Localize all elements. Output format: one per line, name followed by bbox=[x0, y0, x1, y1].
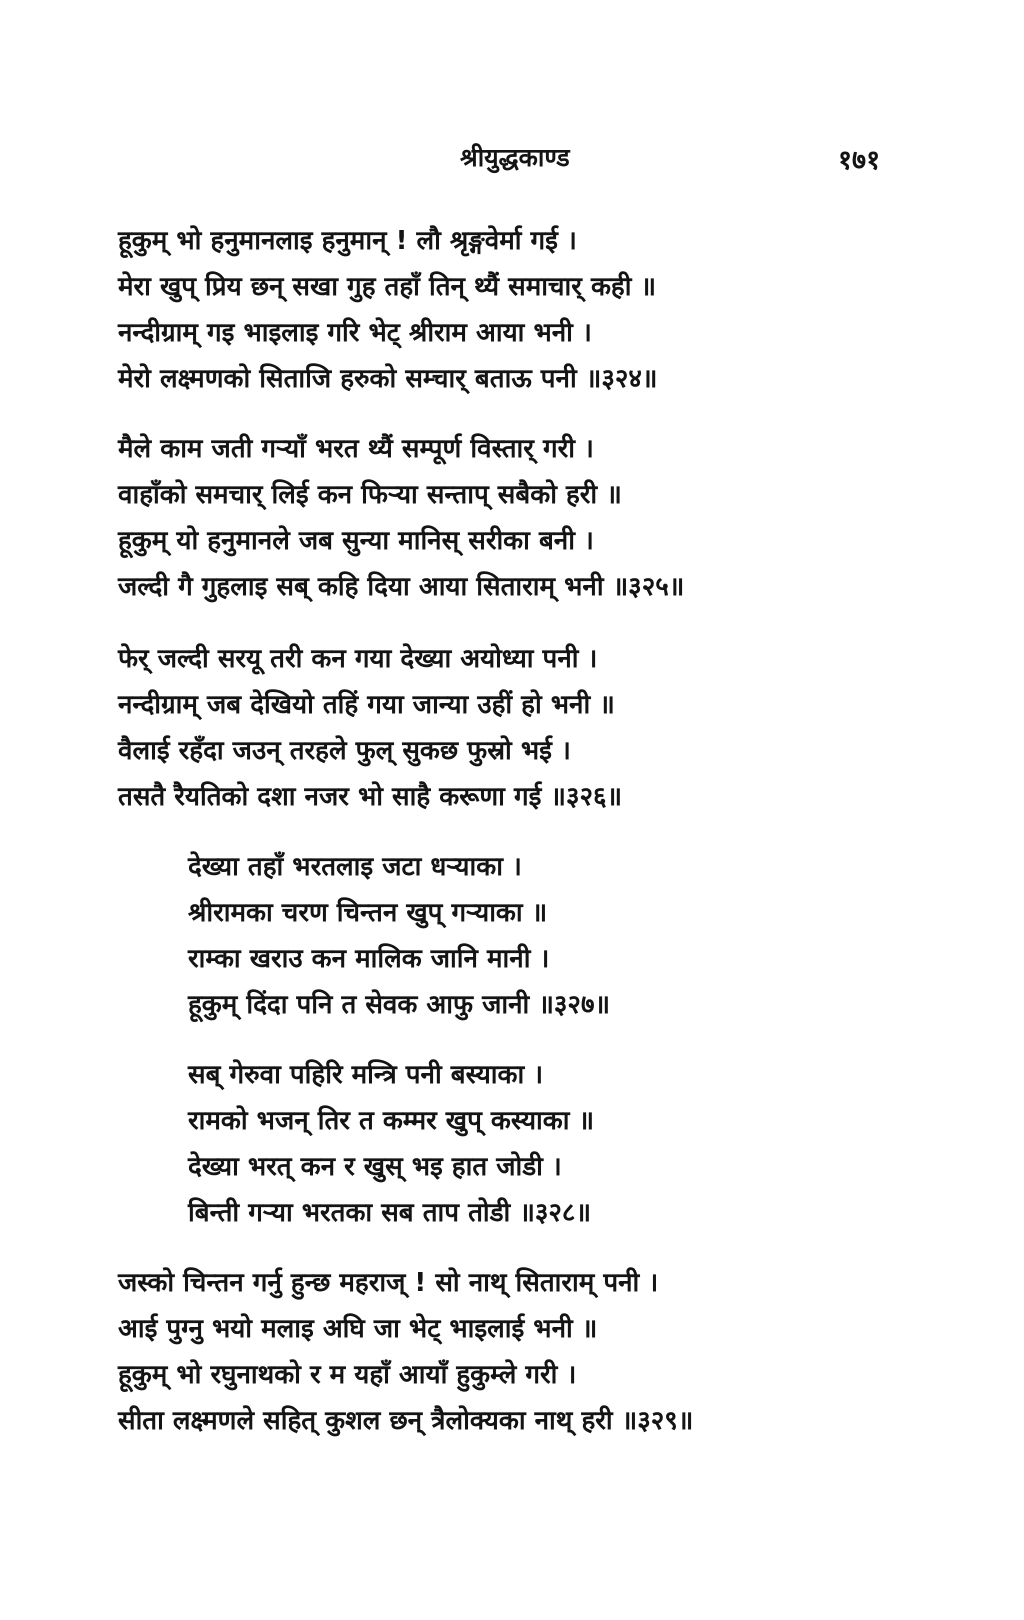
verse-line: नन्दीग्राम् जब देखियो तहिं गया जान्या उहीं हो भनी ॥ bbox=[118, 690, 615, 720]
verse-line: बिन्ती गर्‍या भरतका सब ताप तोडी ॥३२८॥ bbox=[188, 1198, 592, 1228]
verse-line: मेरा खुप् प्रिय छन् सखा गुह तहाँ तिन् थ्यैं समाचार् कही ॥ bbox=[118, 272, 657, 302]
verse-line: हूकुम् भो हनुमानलाइ हनुमान् ! लौ श्रृङ्गवेर्मा गई । bbox=[118, 226, 577, 256]
verse-line: हूकुम् यो हनुमानले जब सुन्या मानिस् सरीका बनी । bbox=[118, 526, 594, 556]
verse-line: राम्का खराउ कन मालिक जानि मानी । bbox=[188, 944, 550, 974]
verse-line: वाहाँको समचार् लिई कन फिर्‍या सन्ताप् सबैको हरी ॥ bbox=[118, 480, 622, 510]
verse-line: हूकुम् भो रघुनाथको र म यहाँ आयाँ हुकुम्ले गरी । bbox=[118, 1360, 577, 1390]
verse-325 bbox=[118, 426, 898, 610]
page-header bbox=[0, 140, 1024, 180]
verse-line: सब् गेरुवा पहिरि मन्त्रि पनी बस्याका । bbox=[188, 1060, 544, 1090]
verse-326 bbox=[118, 636, 898, 820]
verse-324 bbox=[118, 218, 898, 402]
verse-line: आई पुग्नु भयो मलाइ अघि जा भेट् भाइलाई भनी ॥ bbox=[118, 1314, 598, 1344]
verse-line: जल्दी गै गुहलाइ सब् कहि दिया आया सिताराम् भनी ॥३२५॥ bbox=[118, 572, 685, 602]
verse-line: देख्या भरत् कन र खुस् भइ हात जोडी । bbox=[188, 1152, 562, 1182]
verse-line: रामको भजन् तिर त कम्मर खुप् कस्याका ॥ bbox=[188, 1106, 595, 1136]
verse-line: फेर् जल्दी सरयू तरी कन गया देख्या अयोध्या पनी । bbox=[118, 644, 598, 674]
verse-line: तसतै रैयतिको दशा नजर भो साहै करूणा गई ॥३२६॥ bbox=[118, 782, 623, 812]
verse-line: मैले काम जती गर्‍याँ भरत थ्यैं सम्पूर्ण विस्तार् गरी । bbox=[118, 434, 594, 464]
verse-line: वैलाई रहँदा जउन् तरहले फुल् सुकछ फुस्रो भई । bbox=[118, 736, 571, 766]
verse-line: जस्को चिन्तन गर्नु हुन्छ महराज् ! सो नाथ् सिताराम् पनी । bbox=[118, 1268, 659, 1298]
verse-329 bbox=[118, 1260, 898, 1444]
verse-line: नन्दीग्राम् गइ भाइलाइ गरि भेट् श्रीराम आया भनी । bbox=[118, 318, 592, 348]
verse-328 bbox=[188, 1052, 828, 1236]
verse-line: श्रीरामका चरण चिन्तन खुप् गर्‍याका ॥ bbox=[188, 898, 548, 928]
page-number: १७१ bbox=[838, 145, 881, 176]
running-title: श्रीयुद्धकाण्ड bbox=[460, 143, 570, 172]
verse-line: हूकुम् दिंदा पनि त सेवक आफु जानी ॥३२७॥ bbox=[188, 990, 611, 1020]
verse-327 bbox=[188, 844, 828, 1028]
verse-line: मेरो लक्ष्मणको सिताजि हरुको सम्चार् बताऊ पनी ॥३२४॥ bbox=[118, 364, 658, 394]
verse-line: सीता लक्ष्मणले सहित् कुशल छन् त्रैलोक्यका नाथ् हरी ॥३२९॥ bbox=[118, 1406, 694, 1436]
verse-line: देख्या तहाँ भरतलाइ जटा धर्‍याका । bbox=[188, 852, 522, 882]
